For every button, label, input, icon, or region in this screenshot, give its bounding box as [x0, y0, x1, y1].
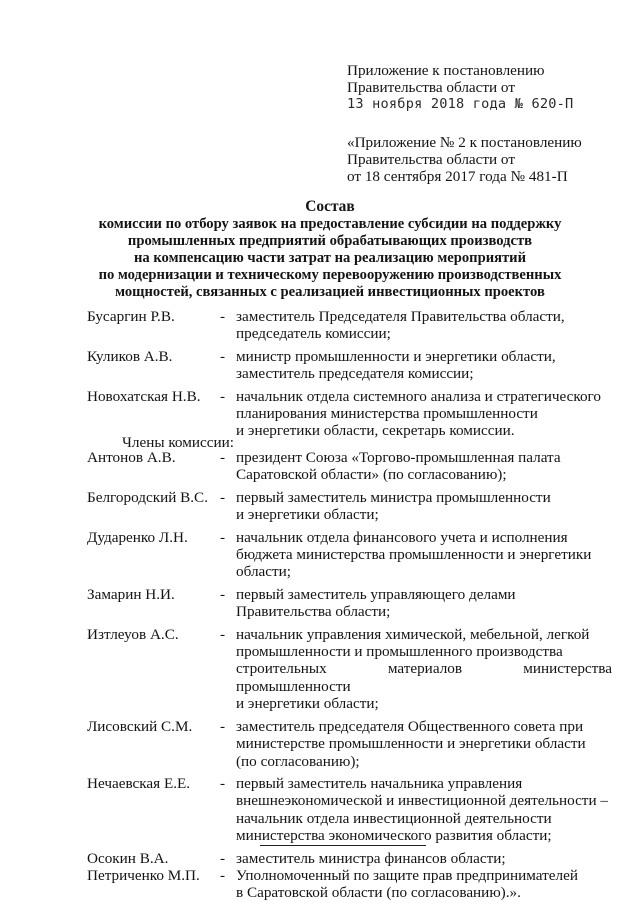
members-label: Члены комиссии: — [122, 434, 234, 451]
roster-entry — [87, 775, 612, 845]
subtitle-line: промышленных предприятий обрабатывающих производств — [127, 233, 533, 250]
person-name: Замарин Н.И. — [87, 585, 175, 603]
entry-dash: - — [220, 308, 226, 325]
person-name: Новохатская Н.В. — [87, 387, 201, 405]
position-line: (по согласованию); — [236, 752, 360, 770]
roster-entry — [87, 626, 612, 713]
position-line: министерства экономического развития области; — [236, 827, 552, 845]
person-name: Лисовский С.М. — [87, 717, 193, 735]
position-line: первый заместитель управляющего делами — [236, 585, 516, 603]
original-appendix-header — [347, 134, 632, 185]
position-line: министерстве промышленности и энергетики области — [236, 735, 586, 753]
position-line: заместитель министра финансов области; — [236, 849, 506, 867]
closing-divider — [260, 845, 426, 846]
position-line: первый заместитель министра промышленности — [236, 488, 551, 506]
person-name: Дударенко Л.Н. — [87, 528, 188, 546]
position-line: и энергетики области; — [236, 695, 379, 713]
members-list — [87, 449, 612, 902]
position-line: первый заместитель начальника управления — [236, 774, 523, 792]
position-line: Саратовской области» (по согласованию); — [236, 466, 507, 484]
position-line: начальник отдела финансового учета и исполнения — [236, 528, 568, 546]
person-position — [236, 850, 612, 867]
position-line: и энергетики области; — [236, 506, 379, 524]
position-line: и энергетики области, секретарь комиссии. — [236, 422, 515, 440]
person-position — [236, 775, 612, 845]
position-line: начальник отдела системного анализа и стратегического — [236, 387, 601, 405]
position-line: министр промышленности и энергетики области, — [236, 347, 556, 365]
entry-dash: - — [220, 585, 226, 603]
original-appendix-line-3: от 18 сентября 2017 года № 481-П — [347, 168, 568, 185]
person-position — [236, 586, 612, 621]
person-position — [236, 348, 612, 383]
position-line: заместитель Председателя Правительства области, — [236, 308, 565, 325]
entry-dash: - — [220, 849, 226, 867]
appendix-line-2: Правительства области от — [347, 79, 515, 96]
document-title: Состав — [305, 198, 355, 215]
entry-dash: - — [220, 528, 226, 546]
position-line: заместитель председателя Общественного совета при — [236, 717, 584, 735]
entry-dash: - — [220, 387, 226, 405]
entry-dash: - — [220, 347, 226, 365]
original-appendix-line-1: «Приложение № 2 к постановлению — [347, 134, 582, 151]
person-position — [236, 308, 612, 343]
person-position — [236, 867, 612, 902]
person-name: Белгородский В.С. — [87, 488, 208, 506]
entry-dash: - — [220, 774, 226, 792]
entry-dash: - — [220, 625, 226, 643]
document-subtitle — [60, 216, 600, 301]
position-line: бюджета министерства промышленности и энергетики — [236, 546, 592, 564]
entry-dash: - — [220, 449, 226, 466]
roster-entry — [87, 718, 612, 770]
position-line: области; — [236, 563, 291, 581]
person-name: Бусаргин Р.В. — [87, 308, 175, 325]
position-line: планирования министерства промышленности — [236, 405, 538, 423]
roster-entry — [87, 388, 612, 440]
roster-entry — [87, 449, 612, 484]
position-line: промышленности и промышленного производства — [236, 643, 563, 661]
person-name: Осокин В.А. — [87, 849, 169, 867]
entry-dash: - — [220, 866, 226, 884]
entry-dash: - — [220, 717, 226, 735]
position-line: начальник управления химической, мебельной, легкой — [236, 625, 590, 643]
position-line: начальник отдела инвестиционной деятельности — [236, 809, 552, 827]
roster-entry — [87, 850, 612, 867]
original-appendix-line-2: Правительства области от — [347, 151, 515, 168]
leadership-list — [87, 308, 612, 440]
position-line: председатель комиссии; — [236, 325, 391, 343]
position-line: Уполномоченный по защите прав предпринимателей — [236, 866, 578, 884]
person-name: Нечаевская Е.Е. — [87, 774, 191, 792]
position-line: внешнеэкономической и инвестиционной деятельности – — [236, 792, 608, 810]
position-line: строительных материалов министерства промышленности — [236, 660, 612, 695]
roster-entry — [87, 348, 612, 383]
roster-entry — [87, 308, 612, 343]
person-position — [236, 626, 612, 713]
person-position — [236, 718, 612, 770]
person-position — [236, 489, 612, 524]
person-position — [236, 529, 612, 581]
subtitle-line: комиссии по отбору заявок на предоставление субсидии на поддержку — [98, 216, 562, 232]
person-name: Куликов А.В. — [87, 347, 173, 365]
person-name: Антонов А.В. — [87, 449, 176, 466]
subtitle-line: по модернизации и техническому перевооружению производственных — [98, 267, 562, 284]
roster-entry — [87, 586, 612, 621]
person-position — [236, 388, 612, 440]
subtitle-line: мощностей, связанных с реализацией инвестиционных проектов — [115, 284, 545, 301]
position-line: в Саратовской области (по согласованию).». — [236, 884, 521, 902]
position-line: заместитель председателя комиссии; — [236, 365, 474, 383]
position-line: Правительства области; — [236, 603, 391, 621]
roster-entry — [87, 489, 612, 524]
roster-entry — [87, 867, 612, 902]
appendix-date-stamp: 13 ноября 2018 года № 620-П — [347, 96, 574, 112]
appendix-line-1: Приложение к постановлению — [347, 62, 545, 79]
appendix-header — [347, 62, 632, 113]
person-name: Изтлеуов А.С. — [87, 625, 179, 643]
person-name: Петриченко М.П. — [87, 866, 200, 884]
entry-dash: - — [220, 488, 226, 506]
roster-entry — [87, 529, 612, 581]
person-position — [236, 449, 612, 484]
subtitle-line: на компенсацию части затрат на реализацию мероприятий — [133, 250, 526, 267]
position-line: президент Союза «Торгово-промышленная палата — [236, 449, 561, 466]
